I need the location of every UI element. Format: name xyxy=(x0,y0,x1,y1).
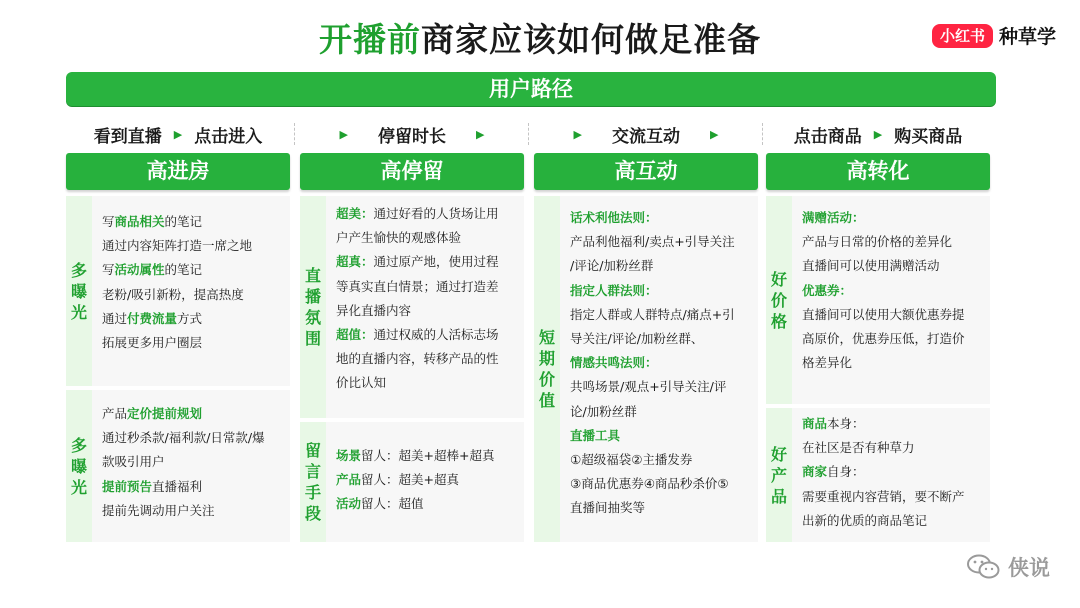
step-divider xyxy=(528,123,529,145)
brand xyxy=(932,22,1056,49)
text-line: 高原价，优惠券压低，打造价 xyxy=(802,331,965,347)
text-line: 场景留人：超美+超棒+超真 xyxy=(336,448,495,463)
wechat-icon xyxy=(966,553,1002,581)
text-line: 超美：通过好看的人货场让用 xyxy=(336,206,499,221)
cell-body xyxy=(336,444,518,542)
triangle-right-icon: ▶ xyxy=(476,127,485,141)
column-header-convert: 高转化 xyxy=(766,153,990,190)
page-title xyxy=(0,14,1080,61)
text-line: 通过付费流量方式 xyxy=(102,310,203,326)
text-line: 直播间抽奖等 xyxy=(570,500,646,516)
cell-body xyxy=(802,412,984,542)
cell-short-term-value xyxy=(534,196,758,542)
step-label: 看到直播 xyxy=(93,126,162,147)
text-line: 导关注/评论/加粉丝群、 xyxy=(570,331,704,347)
cell-good-product xyxy=(766,408,990,542)
text-line: 在社区是否有种草力 xyxy=(802,440,915,456)
text-line: 产品定价提前规划 xyxy=(102,406,203,421)
watermark-text: 侠说 xyxy=(1008,556,1050,580)
cell-exposure-notes xyxy=(66,196,290,386)
text-line: 需要重视内容营销，要不断产 xyxy=(802,488,965,504)
side-label: 多 曝 光 xyxy=(66,390,92,542)
text-line: ①超级福袋②主播发券 xyxy=(570,452,693,468)
text-line: 优惠券： xyxy=(802,282,853,298)
text-line: 满赠活动： xyxy=(802,210,865,225)
triangle-right-icon: ▶ xyxy=(873,127,883,141)
side-label: 留 言 手 段 xyxy=(300,422,326,542)
step-divider xyxy=(762,123,763,145)
text-line: 产品利他福利/卖点+引导关注 xyxy=(570,234,735,250)
side-label: 短 期 价 值 xyxy=(534,196,560,542)
text-line: 提前预告直播福利 xyxy=(102,478,203,494)
text-line: 通过内容矩阵打造一席之地 xyxy=(102,238,253,254)
text-line: ③商品优惠券④商品秒杀价⑤ xyxy=(570,476,729,492)
text-line: 直播间可以使用大额优惠券提 xyxy=(802,306,965,322)
step-row-1 xyxy=(66,121,290,147)
text-line: 产品留人：超美+超真 xyxy=(336,472,459,488)
step-divider xyxy=(294,123,295,145)
triangle-right-icon: ▶ xyxy=(710,127,719,141)
text-line: 话术利他法则： xyxy=(570,210,658,225)
title-highlight: 开播前 xyxy=(319,20,421,59)
text-line: 老粉/吸引新粉，提高热度 xyxy=(102,286,244,302)
step-label: 停留时长 xyxy=(378,126,446,147)
triangle-right-icon: ▶ xyxy=(573,127,582,141)
text-line: 产品与日常的价格的差异化 xyxy=(802,234,953,250)
text-line: 等真实直白情景；通过打造差 xyxy=(336,278,499,294)
cell-retention-methods xyxy=(300,422,524,542)
cell-good-price xyxy=(766,196,990,404)
title-rest: 商家应该如何做足准备 xyxy=(421,20,761,59)
text-line: 论/加粉丝群 xyxy=(570,403,637,419)
column-header-entry: 高进房 xyxy=(66,153,290,190)
cell-live-atmosphere xyxy=(300,196,524,418)
step-label: 购买商品 xyxy=(894,126,963,147)
step-label: 点击商品 xyxy=(793,126,862,147)
text-line: 价比认知 xyxy=(336,375,387,391)
step-label: 点击进入 xyxy=(194,126,263,147)
xiaohongshu-logo: 小红书 xyxy=(932,24,993,48)
step-row-3 xyxy=(534,121,758,147)
step-row-2 xyxy=(300,121,524,147)
text-line: 出新的优质的商品笔记 xyxy=(802,512,928,528)
triangle-right-icon: ▶ xyxy=(339,127,348,141)
text-line: 通过秒杀款/福利款/日常款/爆 xyxy=(102,430,265,446)
text-line: 地的直播内容，转移产品的性 xyxy=(336,351,499,367)
side-label: 好 产 品 xyxy=(766,408,792,542)
text-line: 超值：通过权威的人活标志场 xyxy=(336,327,499,343)
text-line: 格差异化 xyxy=(802,355,853,371)
user-path-bar: 用户路径 xyxy=(66,72,996,106)
triangle-right-icon: ▶ xyxy=(173,127,183,141)
watermark xyxy=(966,552,1050,582)
text-line: 户产生愉快的观感体验 xyxy=(336,230,462,246)
side-label: 直 播 氛 围 xyxy=(300,196,326,418)
text-line: 款吸引用户 xyxy=(102,454,165,470)
text-line: 共鸣场景/观点+引导关注/评 xyxy=(570,379,727,395)
cell-body xyxy=(102,402,284,542)
column-header-interact: 高互动 xyxy=(534,153,758,190)
cell-body xyxy=(570,206,752,542)
column-header-stay: 高停留 xyxy=(300,153,524,190)
text-line: 活动留人：超值 xyxy=(336,496,424,512)
text-line: 指定人群或人群特点/痛点+引 xyxy=(570,306,735,322)
cell-body xyxy=(336,202,518,418)
cell-body xyxy=(102,210,284,386)
text-line: 指定人群法则： xyxy=(570,282,658,298)
text-line: 情感共鸣法则： xyxy=(570,355,658,371)
text-line: 商家自身： xyxy=(802,464,865,480)
side-label: 好 价 格 xyxy=(766,196,792,404)
text-line: 写商品相关的笔记 xyxy=(102,214,203,229)
text-line: 异化直播内容 xyxy=(336,302,412,318)
text-line: 写活动属性的笔记 xyxy=(102,262,203,278)
step-row-4 xyxy=(766,121,990,147)
cell-exposure-pricing xyxy=(66,390,290,542)
cell-body xyxy=(802,206,984,404)
text-line: 拓展更多用户圈层 xyxy=(102,335,203,351)
text-line: 直播间可以使用满赠活动 xyxy=(802,258,940,274)
side-label: 多 曝 光 xyxy=(66,196,92,386)
text-line: /评论/加粉丝群 xyxy=(570,258,654,274)
step-label: 交流互动 xyxy=(612,126,680,147)
text-line: 商品本身： xyxy=(802,416,865,431)
brand-text: 种草学 xyxy=(998,26,1056,48)
text-line: 超真：通过原产地，使用过程 xyxy=(336,254,499,270)
text-line: 直播工具 xyxy=(570,427,621,443)
text-line: 提前先调动用户关注 xyxy=(102,502,215,518)
